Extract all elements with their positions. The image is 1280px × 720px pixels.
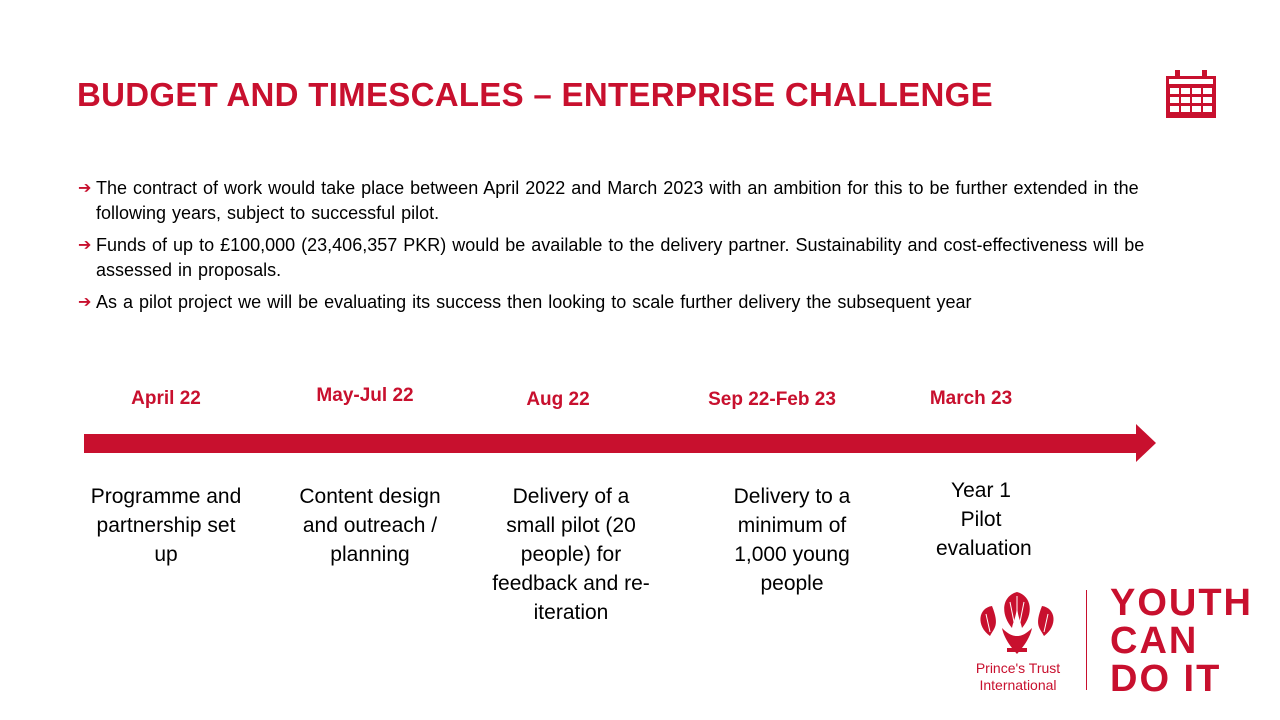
bullet-item (78, 176, 1168, 226)
arrow-icon: ➔ (78, 180, 92, 197)
arrow-icon: ➔ (78, 237, 92, 254)
bullet-item (78, 233, 1168, 283)
calendar-icon (1164, 68, 1218, 120)
timeline-desc-5: Year 1 Pilot evaluation (936, 479, 1032, 560)
timeline-desc-4: Delivery to a minimum of 1,000 young people (733, 485, 851, 595)
timeline-date-3: Aug 22 (526, 389, 590, 410)
bullet-item (78, 290, 1168, 315)
timeline-desc-2: Content design and outreach / planning (299, 485, 441, 566)
timeline-desc-3: Delivery of a small pilot (20 people) for feedback and re-iteration (492, 485, 650, 624)
princes-trust-feathers-logo (972, 588, 1062, 658)
timeline-desc-1: Programme and partnership set up (90, 485, 242, 566)
timeline-date-4: Sep 22-Feb 23 (708, 389, 836, 410)
timeline-date-1: April 22 (131, 388, 201, 409)
bullet-text: As a pilot project we will be evaluating its success then looking to scale further delivery the subsequent year (96, 292, 972, 312)
bullet-text: The contract of work would take place between April 2022 and March 2023 with an ambition for this to be further extended in the following years, subject to successful pilot. (96, 178, 1139, 223)
slide-title: BUDGET AND TIMESCALES – ENTERPRISE CHALLENGE (77, 76, 993, 113)
princes-trust-wordmark: Prince's Trust International (975, 660, 1061, 693)
timeline-arrow (84, 422, 1158, 464)
logo-divider (1086, 590, 1087, 690)
timeline-date-5: March 23 (929, 388, 1013, 409)
youth-can-do-it-tagline: YOUTH CAN DO IT (1110, 582, 1253, 700)
arrow-icon: ➔ (78, 294, 92, 311)
bullet-list (78, 176, 1168, 322)
bullet-text: Funds of up to £100,000 (23,406,357 PKR) would be available to the delivery partner. Sustainability and cost-effectiveness will be assessed in proposals. (96, 235, 1145, 280)
timeline-date-2: May-Jul 22 (316, 385, 414, 406)
